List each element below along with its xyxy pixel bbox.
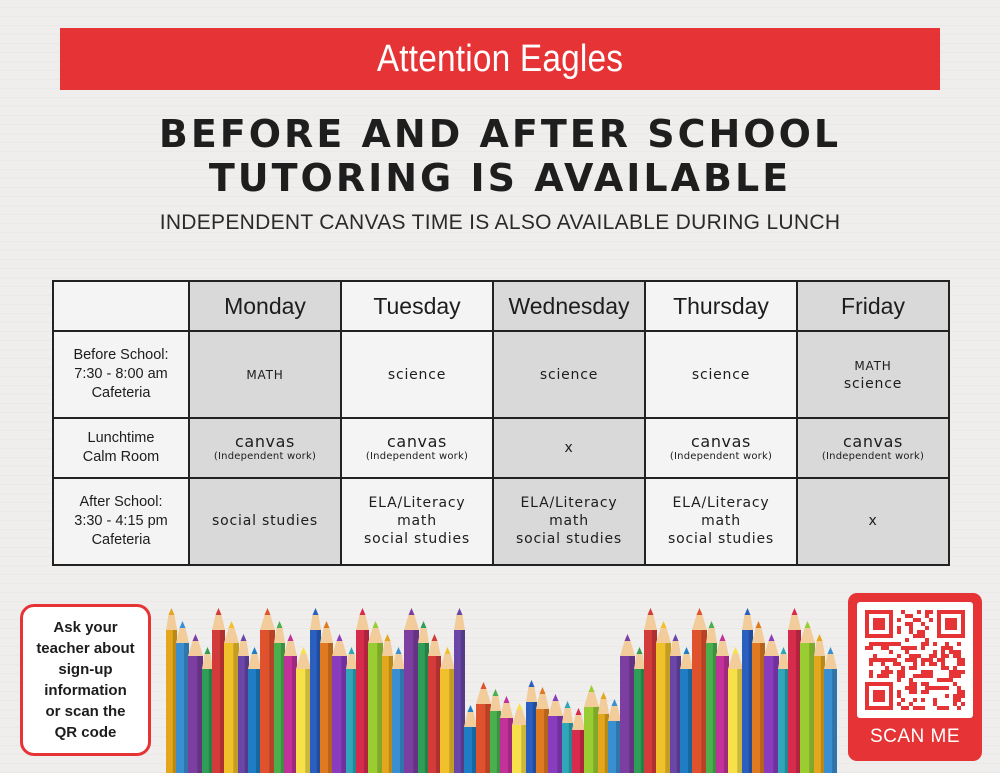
after-tuesday-cell <box>341 478 493 565</box>
pencil <box>680 647 693 773</box>
canvas-label: canvas <box>235 431 295 451</box>
label-line: 3:30 - 4:15 pm <box>74 512 168 529</box>
before-monday-cell <box>189 331 341 418</box>
pencil <box>548 694 563 773</box>
headline-line-1: BEFORE AND AFTER SCHOOL <box>158 112 842 156</box>
headline-line-2: TUTORING IS AVAILABLE <box>208 156 792 200</box>
qr-code-area[interactable] <box>857 602 973 718</box>
callout-line: or scan the <box>45 703 126 720</box>
pencil <box>476 682 491 773</box>
subject: science <box>539 366 599 383</box>
canvas-label: canvas <box>387 431 447 451</box>
pencil <box>440 647 455 773</box>
pencil <box>706 621 717 773</box>
after-school-row <box>53 478 949 565</box>
tutoring-schedule-table <box>52 280 950 566</box>
pencil <box>728 647 743 773</box>
independent-note: (Independent work) <box>365 450 469 462</box>
subject: MATH <box>854 358 892 373</box>
before-school-label <box>53 331 189 418</box>
subject: social studies <box>516 531 622 548</box>
before-wednesday-cell <box>493 331 645 418</box>
callout-line: sign-up <box>58 661 113 678</box>
pencil <box>716 634 729 773</box>
after-school-label <box>53 478 189 565</box>
before-thursday-cell <box>645 331 797 418</box>
day-header-tuesday: Tuesday <box>341 281 493 331</box>
day-header-friday: Friday <box>797 281 949 331</box>
pencil <box>512 703 527 773</box>
pencil <box>368 621 383 773</box>
pencil <box>778 647 789 773</box>
day-header-monday: Monday <box>189 281 341 331</box>
banner-title: Attention Eagles <box>376 37 624 80</box>
pencil <box>392 647 405 773</box>
subject: MATH <box>246 367 284 382</box>
label-line: Cafeteria <box>91 385 151 402</box>
pencil <box>464 705 477 773</box>
subheadline: INDEPENDENT CANVAS TIME IS ALSO AVAILABLE DURING LUNCH <box>159 211 841 234</box>
scan-me-label: SCAN ME <box>869 726 961 747</box>
pencil <box>382 634 393 773</box>
subject: social studies <box>212 513 318 530</box>
pencil <box>356 608 369 773</box>
callout-line: Ask your <box>53 619 118 636</box>
pencil <box>296 647 311 773</box>
colored-pencils-illustration <box>160 600 840 773</box>
pencil <box>752 621 765 773</box>
corner-cell <box>53 281 189 331</box>
pencil <box>310 608 321 773</box>
pencil <box>274 621 285 773</box>
pencil <box>824 647 837 773</box>
lunchtime-label <box>53 418 189 477</box>
pencil <box>260 608 275 773</box>
pencil <box>742 608 753 773</box>
qr-code-icon[interactable] <box>865 610 965 710</box>
pencil <box>188 634 203 773</box>
pencil <box>536 687 549 773</box>
pencil <box>598 692 609 773</box>
canvas-label: canvas <box>843 431 903 451</box>
attention-banner <box>60 28 940 90</box>
pencil <box>176 621 189 773</box>
pencil <box>248 647 261 773</box>
pencil <box>634 647 645 773</box>
header-row <box>53 281 949 331</box>
subject: math <box>701 513 741 530</box>
label-line: After School: <box>79 493 163 510</box>
independent-note: (Independent work) <box>213 450 317 462</box>
independent-note: (Independent work) <box>669 450 773 462</box>
pencil <box>224 621 239 773</box>
pencil <box>764 634 779 773</box>
pencil <box>320 621 333 773</box>
pencil <box>572 708 585 773</box>
before-school-row <box>53 331 949 418</box>
after-wednesday-cell <box>493 478 645 565</box>
lunch-friday-cell <box>797 418 949 477</box>
subject: social studies <box>668 531 774 548</box>
none-marker: x <box>868 513 878 530</box>
pencil <box>584 685 599 773</box>
label-line: Calm Room <box>82 448 160 465</box>
day-header-thursday: Thursday <box>645 281 797 331</box>
callout-line: teacher about <box>36 640 135 657</box>
pencil <box>428 634 441 773</box>
pencil <box>490 689 501 773</box>
pencil <box>788 608 801 773</box>
pencil <box>526 680 537 773</box>
subject: science <box>387 366 447 383</box>
after-friday-cell <box>797 478 949 565</box>
pencil <box>692 608 707 773</box>
subject: ELA/Literacy <box>520 495 618 512</box>
pencil <box>166 608 177 773</box>
lunch-thursday-cell <box>645 418 797 477</box>
pencil <box>212 608 225 773</box>
after-thursday-cell <box>645 478 797 565</box>
canvas-label: canvas <box>691 431 751 451</box>
label-line: Cafeteria <box>91 531 151 548</box>
pencil <box>454 608 465 773</box>
subject: science <box>691 366 751 383</box>
callout-text <box>36 617 134 743</box>
subject: math <box>549 513 589 530</box>
pencil <box>800 621 815 773</box>
pencil <box>656 621 671 773</box>
pencil <box>404 608 419 773</box>
signup-callout <box>20 604 151 756</box>
pencil <box>620 634 635 773</box>
label-line: Before School: <box>73 347 169 364</box>
day-header-wednesday: Wednesday <box>493 281 645 331</box>
before-tuesday-cell <box>341 331 493 418</box>
subject: science <box>843 375 903 392</box>
none-marker: x <box>564 439 574 456</box>
pencil <box>562 701 573 773</box>
pencil <box>202 647 213 773</box>
headline <box>0 112 1000 200</box>
callout-line: QR code <box>54 724 117 741</box>
qr-code-panel[interactable] <box>848 593 982 761</box>
pencil <box>644 608 657 773</box>
pencil <box>814 634 825 773</box>
lunchtime-row <box>53 418 949 477</box>
label-line: 7:30 - 8:00 am <box>74 366 168 383</box>
subject: math <box>397 513 437 530</box>
lunch-tuesday-cell <box>341 418 493 477</box>
subject: ELA/Literacy <box>672 495 770 512</box>
independent-note: (Independent work) <box>821 450 925 462</box>
pencil <box>670 634 681 773</box>
pencil <box>332 634 347 773</box>
pencil <box>346 647 357 773</box>
label-line: Lunchtime <box>87 429 155 446</box>
pencil <box>284 634 297 773</box>
pencil <box>238 634 249 773</box>
callout-line: information <box>44 682 127 699</box>
lunch-wednesday-cell <box>493 418 645 477</box>
before-friday-cell <box>797 331 949 418</box>
pencil <box>608 699 621 773</box>
after-monday-cell <box>189 478 341 565</box>
pencil <box>500 696 513 773</box>
subject: ELA/Literacy <box>368 495 466 512</box>
subject: social studies <box>364 531 470 548</box>
lunch-monday-cell <box>189 418 341 477</box>
pencil <box>418 621 429 773</box>
